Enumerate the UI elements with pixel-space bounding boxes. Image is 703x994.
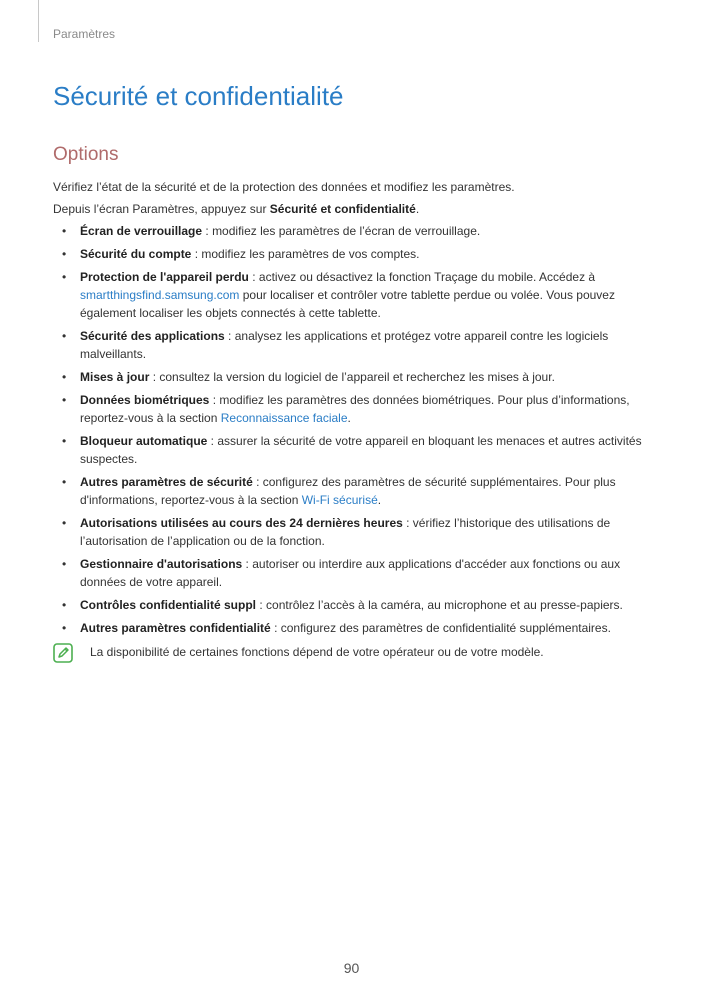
item-term: Données biométriques — [80, 393, 210, 407]
instruction-suffix: . — [415, 202, 420, 216]
item-term: Protection de l'appareil perdu — [80, 270, 249, 284]
instruction-paragraph — [53, 200, 653, 218]
availability-note — [53, 643, 653, 661]
item-text-continued: . — [377, 493, 382, 507]
intro-paragraph: Vérifiez l’état de la sécurité et de la protection des données et modifiez les paramètres. — [53, 180, 515, 194]
item-text-continued: pour localiser et contrôler votre tablette perdue ou volée. Vous pouvez également localiser les objets connectés à cette tablette. — [80, 288, 615, 320]
note-text: La disponibilité de certaines fonctions dépend de votre opérateur ou de votre modèle. — [90, 645, 544, 659]
instruction-prefix: Depuis l’écran Paramètres, appuyez sur — [53, 202, 270, 216]
item-term: Bloqueur automatique — [80, 434, 208, 448]
list-item — [53, 368, 653, 386]
item-term: Sécurité des applications — [80, 329, 225, 343]
item-text: : vérifiez l’historique des utilisations de l’autorisation de l’application ou de la fonction. — [80, 516, 611, 548]
item-text: : contrôlez l’accès à la caméra, au microphone et au presse-papiers. — [256, 598, 623, 612]
face-recognition-link[interactable]: Reconnaissance faciale — [220, 411, 348, 425]
item-term: Gestionnaire d'autorisations — [80, 557, 243, 571]
list-item — [53, 473, 653, 509]
page-number: 90 — [343, 960, 360, 976]
smartthingsfind-link[interactable]: smartthingsfind.samsung.com — [80, 288, 240, 302]
item-term: Sécurité du compte — [80, 247, 192, 261]
header-divider — [38, 0, 39, 42]
item-text: : modifiez les paramètres de l’écran de verrouillage. — [202, 224, 481, 238]
item-text: : autoriser ou interdire aux applications d'accéder aux fonctions ou aux données de votre appareil. — [80, 557, 621, 589]
list-item — [53, 245, 653, 263]
item-text: : assurer la sécurité de votre appareil en bloquant les menaces et autres activités suspectes. — [80, 434, 642, 466]
item-text-continued: . — [347, 411, 351, 425]
list-item — [53, 596, 653, 614]
item-term: Autorisations utilisées au cours des 24 dernières heures — [80, 516, 403, 530]
item-term: Autres paramètres confidentialité — [80, 621, 271, 635]
item-term: Contrôles confidentialité suppl — [80, 598, 257, 612]
item-text: : modifiez les paramètres de vos comptes. — [191, 247, 420, 261]
item-term: Écran de verrouillage — [80, 224, 203, 238]
list-item — [53, 514, 653, 550]
list-item — [53, 391, 653, 427]
running-header: Paramètres — [53, 27, 116, 41]
instruction-menu-path: Sécurité et confidentialité — [269, 202, 416, 216]
list-item — [53, 327, 653, 363]
list-item — [53, 555, 653, 591]
item-term: Mises à jour — [80, 370, 150, 384]
item-text: : configurez des paramètres de sécurité supplémentaires. Pour plus d'informations, reportez-vous à la section — [80, 475, 616, 507]
content-body — [53, 178, 653, 661]
list-item — [53, 619, 653, 637]
item-text: : consultez la version du logiciel de l’appareil et recherchez les mises à jour. — [149, 370, 555, 384]
list-item — [53, 432, 653, 468]
list-item — [53, 268, 653, 322]
item-text: : activez ou désactivez la fonction Traçage du mobile. Accédez à — [248, 270, 596, 284]
list-item — [53, 222, 653, 240]
secure-wifi-link[interactable]: Wi-Fi sécurisé — [301, 493, 378, 507]
page-title: Sécurité et confidentialité — [53, 81, 344, 111]
item-text: : modifiez les paramètres des données biométriques. Pour plus d’informations, reportez-vous à la section — [80, 393, 630, 425]
note-pencil-icon — [53, 643, 73, 663]
section-title: Options — [53, 144, 119, 165]
options-list — [53, 222, 653, 637]
item-text: : configurez des paramètres de confidentialité supplémentaires. — [270, 621, 611, 635]
item-text: : analysez les applications et protégez votre appareil contre les logiciels malveillants. — [80, 329, 609, 361]
item-term: Autres paramètres de sécurité — [80, 475, 253, 489]
